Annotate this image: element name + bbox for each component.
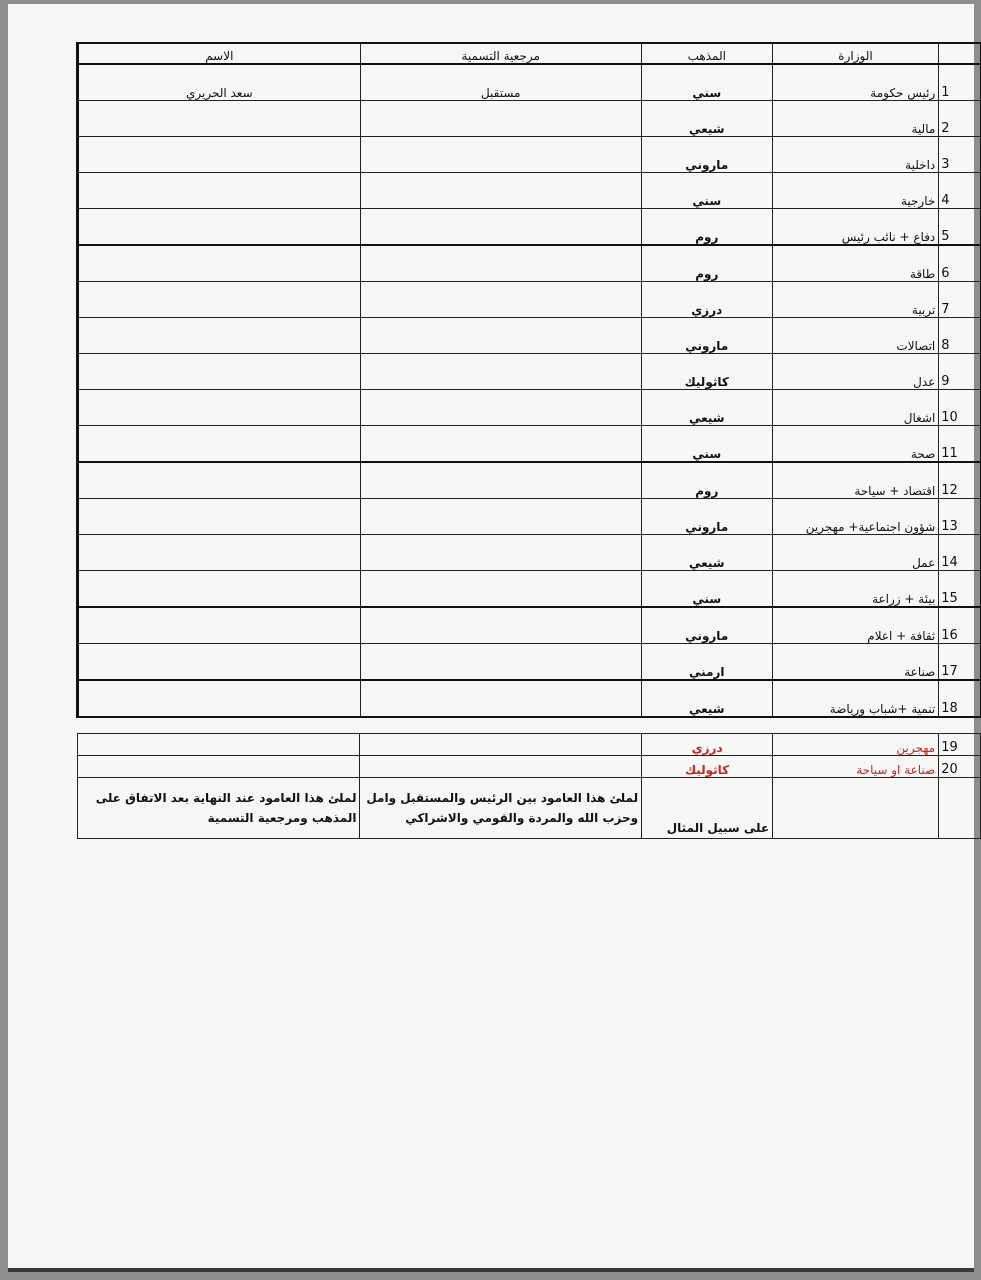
ministry-cell: شؤون اجتماعية+ مهجرين — [772, 499, 939, 535]
header-ministry: الوزارة — [772, 44, 939, 65]
reference-cell — [360, 535, 641, 571]
name-cell — [78, 680, 360, 717]
row-number: 3 — [939, 137, 981, 173]
table-row — [78, 680, 981, 717]
sect-cell: شيعي — [641, 390, 772, 426]
reference-cell — [360, 680, 641, 717]
reference-cell — [360, 756, 642, 778]
ministry-cell: داخلية — [772, 137, 939, 173]
table-row — [78, 173, 981, 209]
row-number: 12 — [939, 462, 981, 499]
row-number: 8 — [939, 318, 981, 354]
row-number: 11 — [939, 426, 981, 463]
table-row — [78, 426, 981, 463]
ministry-cell: مالية — [772, 101, 939, 137]
header-num — [939, 44, 981, 65]
table-row — [78, 318, 981, 354]
reference-cell — [360, 137, 641, 173]
name-note: لملئ هذا العامود عند النهاية بعد الاتفاق على المذهب ومرجعية التسمية — [78, 778, 360, 839]
sect-cell: شيعي — [641, 101, 772, 137]
sect-cell: درزي — [642, 734, 773, 756]
name-cell — [78, 571, 360, 608]
name-cell — [78, 462, 360, 499]
sect-cell: سني — [641, 426, 772, 463]
name-cell — [78, 354, 360, 390]
name-cell — [78, 209, 360, 246]
ministry-cell: صناعة — [772, 644, 939, 681]
reference-cell — [360, 462, 641, 499]
ministry-cell: ثقافة + اعلام — [772, 607, 939, 644]
header-reference: مرجعية التسمية — [360, 44, 641, 65]
sect-cell: ماروني — [641, 137, 772, 173]
table-row — [78, 101, 981, 137]
row-number: 6 — [939, 245, 981, 282]
sect-cell: كاثوليك — [641, 354, 772, 390]
row-number: 2 — [939, 101, 981, 137]
name-cell — [78, 734, 360, 756]
row-number: 9 — [939, 354, 981, 390]
row-number: 20 — [939, 756, 981, 778]
ministry-cell: عمل — [772, 535, 939, 571]
table-row — [78, 209, 981, 246]
sect-cell: كاثوليك — [642, 756, 773, 778]
row-number: 7 — [939, 282, 981, 318]
ministry-cell: تنمية +شباب ورياضة — [772, 680, 939, 717]
name-cell — [78, 318, 360, 354]
ministry-cell: عدل — [772, 354, 939, 390]
table-row — [78, 607, 981, 644]
ministry-cell: رئيس حكومة — [772, 64, 939, 101]
reference-note: لملئ هذا العامود بين الرئيس والمستقبل وامل وحزب الله والمردة والقومي والاشراكي — [360, 778, 642, 839]
reference-cell — [360, 354, 641, 390]
ministry-cell: دفاع + نائب رئيس — [772, 209, 939, 246]
table-row — [78, 354, 981, 390]
notes-ministry-cell — [773, 778, 939, 839]
reference-cell — [360, 499, 641, 535]
row-number: 13 — [939, 499, 981, 535]
name-cell — [78, 282, 360, 318]
reference-cell — [360, 245, 641, 282]
sect-cell: سني — [641, 571, 772, 608]
sect-cell: روم — [641, 462, 772, 499]
reference-cell — [360, 644, 641, 681]
name-cell — [78, 644, 360, 681]
table-header-row — [78, 44, 981, 65]
table-row — [78, 499, 981, 535]
table-row — [78, 137, 981, 173]
reference-cell — [360, 734, 642, 756]
ministry-cell: مهجرين — [773, 734, 939, 756]
table-row — [78, 390, 981, 426]
sect-cell: درزي — [641, 282, 772, 318]
table-row — [78, 571, 981, 608]
name-cell — [78, 535, 360, 571]
name-cell — [78, 101, 360, 137]
row-number: 15 — [939, 571, 981, 608]
reference-cell — [360, 173, 641, 209]
row-number: 5 — [939, 209, 981, 246]
reference-cell — [360, 209, 641, 246]
row-number: 10 — [939, 390, 981, 426]
ministry-cell: طاقة — [772, 245, 939, 282]
sect-cell: روم — [641, 245, 772, 282]
notes-num-cell — [939, 778, 981, 839]
table-row — [78, 245, 981, 282]
ministry-cell: صناعة او سياحة — [773, 756, 939, 778]
name-cell — [78, 426, 360, 463]
name-cell — [78, 756, 360, 778]
sect-cell: شيعي — [641, 535, 772, 571]
name-cell — [78, 390, 360, 426]
reference-cell — [360, 571, 641, 608]
reference-cell — [360, 390, 641, 426]
sect-cell: شيعي — [641, 680, 772, 717]
table-row — [78, 282, 981, 318]
name-cell — [78, 607, 360, 644]
sect-cell: سني — [641, 173, 772, 209]
extra-table-row — [78, 756, 981, 778]
name-cell — [78, 499, 360, 535]
header-name: الاسم — [78, 44, 360, 65]
name-cell — [78, 173, 360, 209]
row-number: 18 — [939, 680, 981, 717]
name-cell — [78, 245, 360, 282]
row-number: 14 — [939, 535, 981, 571]
ministry-cell: بيئة + زراعة — [772, 571, 939, 608]
row-number: 17 — [939, 644, 981, 681]
sect-cell: ماروني — [641, 607, 772, 644]
sect-cell: روم — [641, 209, 772, 246]
ministries-table — [77, 43, 981, 717]
notes-row — [78, 778, 981, 839]
reference-cell — [360, 282, 641, 318]
page-edge-shadow — [8, 1268, 974, 1272]
row-number: 16 — [939, 607, 981, 644]
table-row — [78, 644, 981, 681]
table-row — [78, 462, 981, 499]
ministry-cell: خارجية — [772, 173, 939, 209]
ministry-cell: اتصالات — [772, 318, 939, 354]
sect-cell: ماروني — [641, 318, 772, 354]
example-note: على سبيل المثال — [642, 778, 773, 839]
name-cell — [78, 137, 360, 173]
reference-cell — [360, 101, 641, 137]
extra-table-row — [78, 734, 981, 756]
name-cell: سعد الحريري — [78, 64, 360, 101]
row-number: 1 — [939, 64, 981, 101]
ministry-cell: تربية — [772, 282, 939, 318]
row-number: 4 — [939, 173, 981, 209]
sect-cell: سني — [641, 64, 772, 101]
table-row — [78, 535, 981, 571]
reference-cell — [360, 318, 641, 354]
reference-cell — [360, 426, 641, 463]
ministry-cell: اشغال — [772, 390, 939, 426]
reference-cell: مستقبل — [360, 64, 641, 101]
header-sect: المذهب — [641, 44, 772, 65]
ministry-cell: اقتصاد + سياحة — [772, 462, 939, 499]
sect-cell: ارمني — [641, 644, 772, 681]
ministry-cell: صحة — [772, 426, 939, 463]
additional-table — [77, 733, 981, 839]
table-row — [78, 64, 981, 101]
reference-cell — [360, 607, 641, 644]
row-number: 19 — [939, 734, 981, 756]
sect-cell: ماروني — [641, 499, 772, 535]
